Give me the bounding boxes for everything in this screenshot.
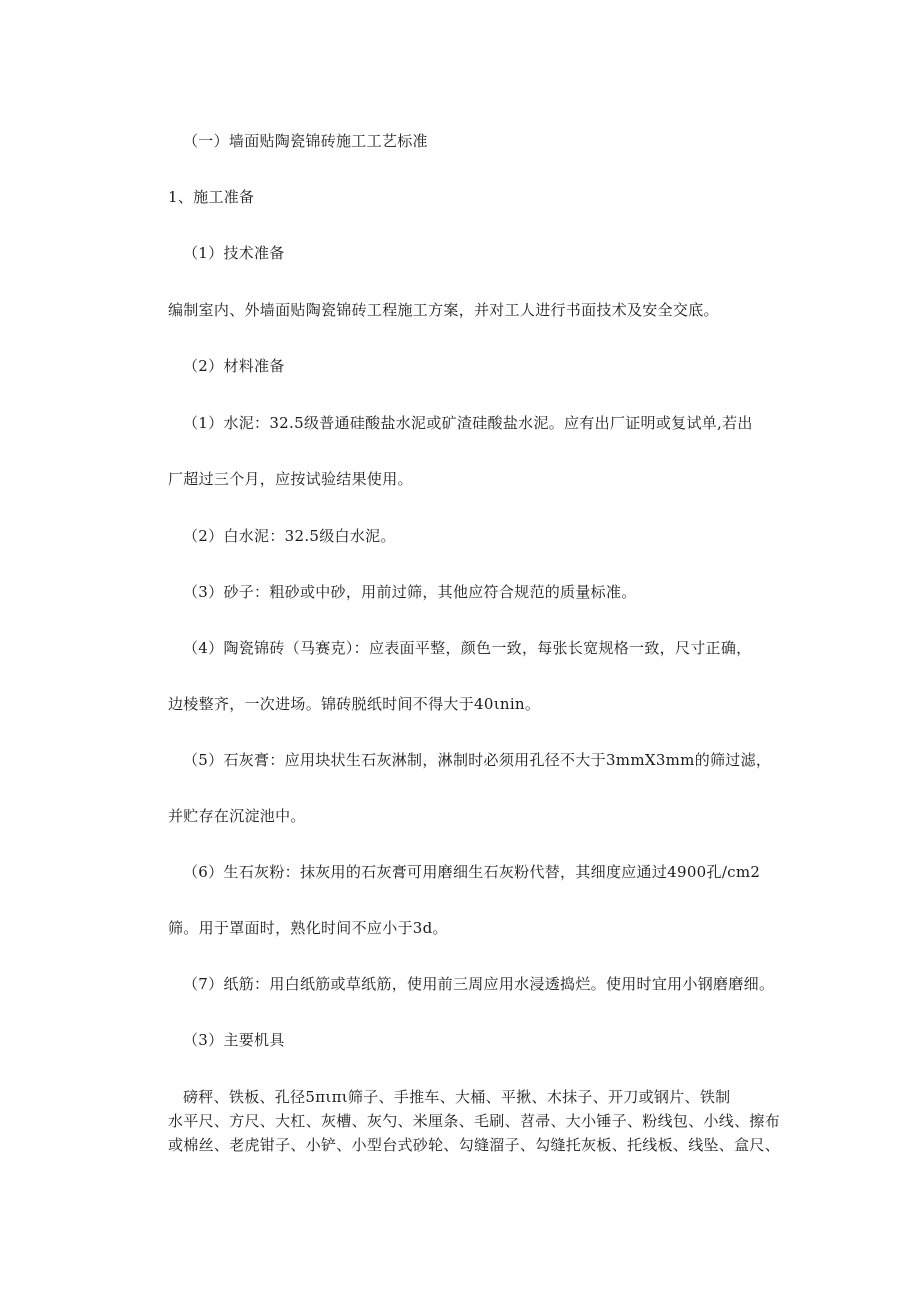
- material-cement-line2: 厂超过三个月，应按试验结果使用。: [168, 470, 413, 488]
- material-lime-powder-line2: 筛。用于罩面时，熟化时间不应小于3d。: [168, 919, 448, 937]
- material-paper-fiber: （7）纸筋：用白纸筋或草纸筋，使用前三周应用水浸透捣烂。使用时宜用小钢磨磨细。: [183, 975, 775, 993]
- subsection-technical-prep: （1）技术准备: [183, 244, 285, 262]
- material-sand: （3）砂子：粗砂或中砂，用前过筛，其他应符合规范的质量标准。: [183, 583, 637, 601]
- paragraph-technical-prep: 编制室内、外墙面贴陶瓷锦砖工程施工方案，并对工人进行书面技术及安全交底。: [168, 301, 719, 319]
- section-1-title: 1、施工准备: [168, 188, 255, 206]
- tools-list-line1: 磅秤、铁板、孔径5πιπι筛子、手推车、大桶、平揪、木抹子、开刀或钢片、铁制: [183, 1088, 731, 1106]
- subsection-main-tools: （3）主要机具: [183, 1031, 285, 1049]
- material-lime-paste-line1: （5）石灰膏：应用块状生石灰淋制，淋制时必须用孔径不大于3mmX3mm的筛过滤，: [183, 751, 772, 769]
- material-lime-powder-line1: （6）生石灰粉：抹灰用的石灰膏可用磨细生石灰粉代替，其细度应通过4900孔/cm2: [183, 863, 761, 881]
- material-mosaic-line1: （4）陶瓷锦砖（马赛克）：应表面平整，颜色一致，每张长宽规格一致，尺寸正确，: [183, 639, 752, 657]
- material-lime-paste-line2: 并贮存在沉淀池中。: [168, 807, 306, 825]
- tools-list-line2: 水平尺、方尺、大杠、灰槽、灰勺、米厘条、毛刷、苕帚、大小锤子、粉线包、小线、擦布: [168, 1112, 781, 1130]
- subsection-material-prep: （2）材料准备: [183, 357, 285, 375]
- material-white-cement: （2）白水泥：32.5级白水泥。: [183, 527, 396, 545]
- material-mosaic-line2: 边棱整齐，一次进场。锦砖脱纸时间不得大于40ιnin。: [168, 695, 541, 713]
- section-heading: （一）墙面贴陶瓷锦砖施工工艺标准: [183, 132, 428, 150]
- tools-list-line3: 或棉丝、老虎钳子、小铲、小型台式砂轮、勾缝溜子、勾缝托灰板、托线板、线坠、盒尺、: [168, 1136, 781, 1154]
- material-cement-line1: （1）水泥：32.5级普通硅酸盐水泥或矿渣硅酸盐水泥。应有出厂证明或复试单,若出: [183, 414, 753, 432]
